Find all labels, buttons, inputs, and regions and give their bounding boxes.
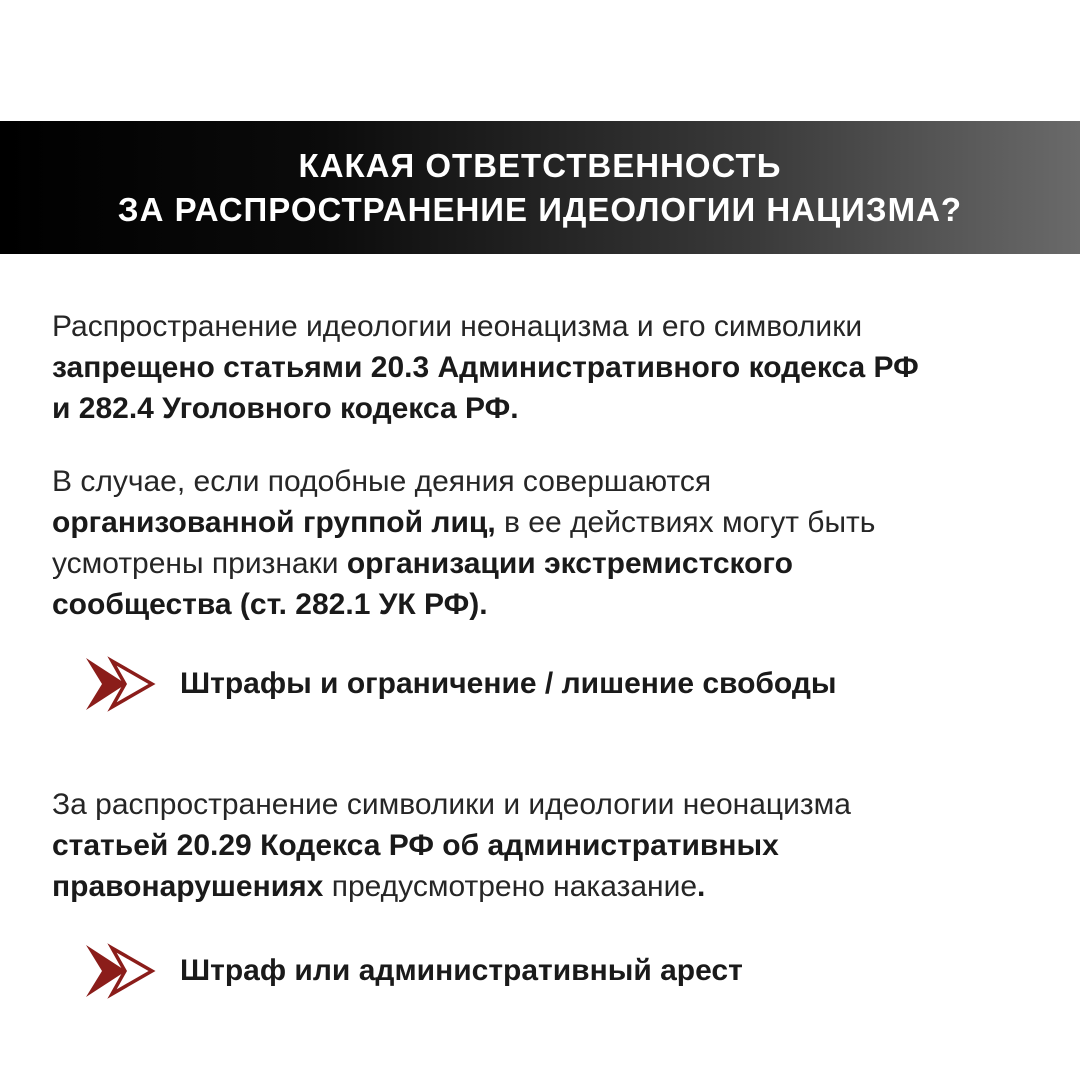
double-chevron-right-icon xyxy=(84,943,156,999)
paragraph-bold-text: . xyxy=(697,870,706,903)
paragraph-bold-text: и 282.4 Уголовного кодекса РФ. xyxy=(52,392,519,425)
paragraph-text: в ее действиях могут быть xyxy=(495,506,876,539)
header-banner xyxy=(0,121,1080,254)
page-title-line-2: ЗА РАСПРОСТРАНЕНИЕ ИДЕОЛОГИИ НАЦИЗМА? xyxy=(117,190,963,228)
penalty-label: Штрафы и ограничение / лишение свободы xyxy=(180,667,837,700)
paragraph-text: усмотрены признаки xyxy=(52,547,347,580)
penalty-item-criminal xyxy=(84,656,837,712)
paragraph-line: Распространение идеологии неонацизма и его символики xyxy=(52,310,863,343)
paragraph-bold-text: статьей 20.29 Кодекса РФ об административных xyxy=(52,829,779,862)
paragraph-line: За распространение символики и идеологии неонацизма xyxy=(52,788,851,821)
penalty-item-administrative xyxy=(84,943,743,999)
paragraph-bold-text: организованной группой лиц, xyxy=(52,506,496,539)
double-chevron-right-icon xyxy=(84,656,156,712)
paragraph-line: В случае, если подобные деяния совершаются xyxy=(52,465,712,498)
page-title-line-1: КАКАЯ ОТВЕТСТВЕННОСТЬ xyxy=(298,146,782,184)
paragraph-bold-text: сообщества (ст. 282.1 УК РФ). xyxy=(52,588,488,621)
paragraph-prohibition xyxy=(52,306,1062,429)
paragraph-bold-text: организации экстремистского xyxy=(346,547,793,580)
paragraph-organized-group xyxy=(52,461,1062,625)
paragraph-administrative xyxy=(52,784,1062,907)
paragraph-bold-text: запрещено статьями 20.3 Административного кодекса РФ xyxy=(52,351,919,384)
paragraph-bold-text: правонарушениях xyxy=(52,870,324,903)
penalty-label: Штраф или административный арест xyxy=(180,954,743,987)
paragraph-text: предусмотрено наказание xyxy=(323,870,698,903)
